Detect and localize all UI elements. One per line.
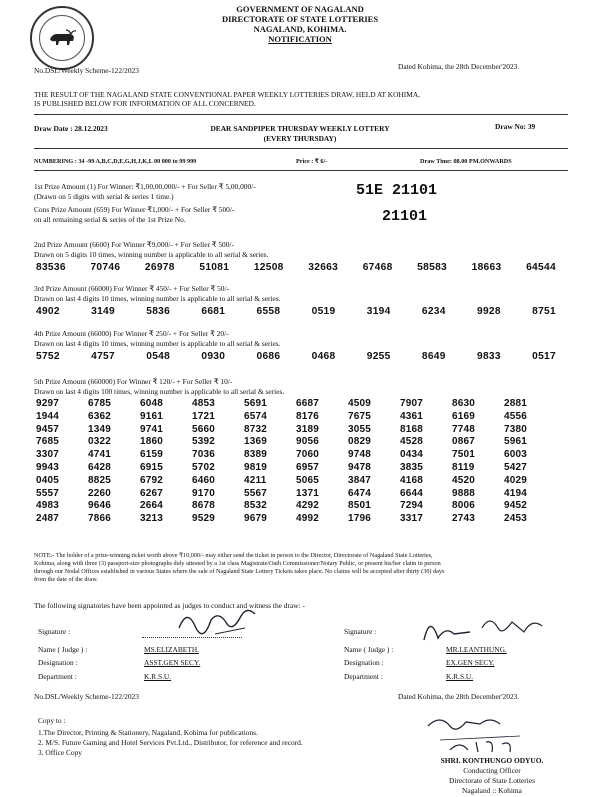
prize-number: 6362 (88, 410, 112, 422)
officer-title: Conducting Officer (463, 766, 521, 775)
first-prize-amount: 1st Prize Amount (1) For Winner: ₹1,00,00,000/- + For Seller ₹ 5,00,000/- (34, 182, 256, 191)
prize-number: 6003 (504, 449, 528, 461)
prize-number: 4029 (504, 474, 528, 486)
prize-number: 6644 (400, 487, 424, 499)
prize-number: 4556 (504, 410, 528, 422)
officer-name: SHRI. KONTHUNGO ODYUO. (440, 756, 544, 765)
prize-number: 4194 (504, 487, 528, 499)
judge1-designation: ASST.GEN SECY. (144, 658, 201, 667)
footer-dated-line: Dated Kohima, the 28th December'2023. (398, 692, 520, 701)
fourth-prize-desc: Drawn on last 4 digits 10 times, winning number is applicable to all serial & series. (34, 339, 281, 348)
prize-number: 58583 (417, 262, 448, 273)
prize-number: 0867 (452, 436, 476, 448)
prize-number: 3847 (348, 474, 372, 486)
first-prize-desc: (Drawn on 5 digits with serial & series 1 time.) (34, 192, 174, 201)
prize-number: 7685 (36, 436, 60, 448)
prize-number: 8501 (348, 500, 372, 512)
prize-number: 0405 (36, 474, 60, 486)
prize-number: 3055 (348, 423, 372, 435)
judge2-name: MR.LEANTHUNG. (446, 645, 507, 654)
prize-number: 32663 (308, 262, 339, 273)
prize-number: 9748 (348, 449, 372, 461)
prize-number: 9888 (452, 487, 476, 499)
divider (34, 114, 568, 115)
prize-number: 0686 (256, 351, 281, 362)
prize-number: 2664 (140, 500, 164, 512)
prize-number: 4361 (400, 410, 424, 422)
copy-item-2: 2. M/S. Future Gaming and Hotel Services Pvt.Ltd., Distributor, for reference and record. (38, 738, 303, 747)
fifth-prize-amount: 5th Prize Amount (660000) For Winner ₹ 120/- + For Seller ₹ 10/- (34, 377, 233, 386)
cons-prize-desc: on all remaining serial & series of the 1st Prize No. (34, 215, 186, 224)
prize-number: 0519 (311, 306, 336, 317)
prize-number: 1371 (296, 487, 320, 499)
prize-number: 5752 (36, 351, 60, 362)
prize-number: 26978 (144, 262, 175, 273)
prize-number: 2881 (504, 398, 528, 409)
prize-number: 6234 (421, 306, 446, 317)
prize-number: 6428 (88, 461, 112, 473)
officer-office: Directorate of State Lotteries (449, 776, 535, 785)
prize-number: 9819 (244, 461, 268, 473)
prize-number: 5702 (192, 461, 216, 473)
prize-number: 64544 (526, 262, 556, 273)
prize-number: 5691 (244, 398, 268, 409)
prize-number: 9056 (296, 436, 320, 448)
ticket-price: Price : ₹ 6/- (296, 158, 328, 165)
prize-number: 6785 (88, 398, 112, 409)
prize-number: 6267 (140, 487, 164, 499)
first-prize-number: 51E 21101 (356, 182, 438, 199)
officer-signature-icon (420, 712, 540, 756)
judge1-signature-label: Signature : (38, 627, 71, 636)
signatories-intro: The following signatories have been appointed as judges to conduct and witness the draw: - (34, 601, 305, 610)
judge2-signature-icon (420, 608, 550, 648)
prize-number: 9679 (244, 513, 268, 525)
prize-number: 9646 (88, 500, 112, 512)
judge2-signature-label: Signature : (344, 627, 377, 636)
prize-number: 6792 (140, 474, 164, 486)
fifth-prize-desc: Drawn on last 4 digits 100 times, winning number is applicable to all serial & series. (34, 387, 285, 396)
prize-number: 4168 (400, 474, 424, 486)
prize-number: 7907 (400, 398, 424, 409)
judge2-designation: EX.GEN SECY. (446, 658, 495, 667)
prize-number: 8678 (192, 500, 216, 512)
prize-number: 6048 (140, 398, 164, 409)
fourth-prize-amount: 4th Prize Amount (66000) For Winner ₹ 250/- + For Seller ₹ 20/- (34, 329, 229, 338)
prize-number: 4741 (88, 449, 112, 461)
prize-number: 6159 (140, 449, 164, 461)
prize-number: 4292 (296, 500, 320, 512)
prize-number: 7866 (88, 513, 112, 525)
prize-number: 9833 (477, 351, 501, 362)
header-govt: GOVERNMENT OF NAGALAND (236, 4, 364, 14)
prize-number: 18663 (471, 262, 502, 273)
prize-number: 0468 (311, 351, 336, 362)
prize-number: 12508 (253, 262, 284, 273)
note-line-1: NOTE:- The holder of a prize-winning ticket worth above ₹10,000/- may either send the ticket in person to the Director, Directorate of Nagaland State Lotteries, (34, 552, 433, 559)
prize-number: 2487 (36, 513, 60, 525)
prize-number: 4509 (348, 398, 372, 409)
prize-number: 8176 (296, 410, 320, 422)
intro-line-2: IS PUBLISHED BELOW FOR INFORMATION OF ALL CONCERNED. (34, 99, 256, 108)
copy-item-1: 1.The Director, Printing & Stationery, Nagaland, Kohima for publications. (38, 728, 258, 737)
prize-number: 0930 (201, 351, 226, 362)
prize-number: 6558 (256, 306, 281, 317)
prize-number: 3835 (400, 461, 424, 473)
draw-date: Draw Date : 28.12.2023 (34, 124, 108, 133)
judge1-designation-label: Designation : (38, 658, 78, 667)
prize-number: 3149 (91, 306, 115, 317)
prize-number: 5392 (192, 436, 216, 448)
prize-number: 8649 (421, 351, 446, 362)
prize-number: 8825 (88, 474, 112, 486)
prize-number: 2260 (88, 487, 112, 499)
prize-number: 7675 (348, 410, 372, 422)
prize-number: 8389 (244, 449, 268, 461)
prize-number: 2743 (452, 513, 476, 525)
prize-number: 70746 (90, 262, 121, 273)
prize-number: 6915 (140, 461, 164, 473)
cons-prize-number: 21101 (382, 208, 428, 225)
numbering-info: NUMBERING : 34 -99 A,B,C,D,E,G,H,J,K,L 00 000 to 99 999 (34, 158, 197, 165)
draw-number: Draw No: 39 (495, 122, 536, 131)
judge2-department-label: Department : (344, 672, 383, 681)
prize-number: 5065 (296, 474, 320, 486)
reference-number: No.DSL/Weekly Scheme-122/2023 (34, 66, 139, 75)
judge1-name-label: Name ( Judge ) : (38, 645, 88, 654)
prize-number: 2453 (504, 513, 528, 525)
prize-number: 6460 (192, 474, 216, 486)
note-line-4: from the date of the draw. (34, 576, 98, 583)
draw-time: Draw Time: 08.00 PM.ONWARDS (420, 158, 512, 165)
prize-number: 4211 (244, 474, 267, 486)
prize-number: 7380 (504, 423, 528, 435)
second-prize-numbers (36, 262, 556, 273)
fourth-prize-numbers (36, 351, 556, 362)
prize-number: 4528 (400, 436, 424, 448)
prize-number: 9161 (140, 410, 164, 422)
prize-number: 9478 (348, 461, 372, 473)
prize-number: 1796 (348, 513, 372, 525)
prize-number: 8119 (452, 461, 475, 473)
judge2-name-label: Name ( Judge ) : (344, 645, 394, 654)
prize-number: 6957 (296, 461, 320, 473)
prize-number: 4902 (36, 306, 60, 317)
copy-item-3: 3. Office Copy (38, 748, 82, 757)
prize-number: 9255 (366, 351, 391, 362)
divider (34, 148, 568, 149)
prize-number: 9741 (140, 423, 164, 435)
prize-number: 4992 (296, 513, 320, 525)
prize-number: 7060 (296, 449, 320, 461)
prize-number: 5427 (504, 461, 528, 473)
judge1-department-label: Department : (38, 672, 77, 681)
prize-number: 7294 (400, 500, 424, 512)
prize-number: 3213 (140, 513, 164, 525)
prize-number: 0517 (532, 351, 556, 362)
prize-number: 1349 (88, 423, 112, 435)
prize-number: 9943 (36, 461, 60, 473)
prize-number: 5660 (192, 423, 216, 435)
prize-number: 5836 (146, 306, 171, 317)
judge2-department: K.R.S.U. (446, 672, 474, 681)
prize-number: 8732 (244, 423, 268, 435)
intro-line-1: THE RESULT OF THE NAGALAND STATE CONVENTIONAL PAPER WEEKLY LOTTERIES DRAW, HELD AT KOHIMA, (34, 90, 421, 99)
header-directorate: DIRECTORATE OF STATE LOTTERIES (221, 14, 379, 24)
prize-number: 5961 (504, 436, 528, 448)
prize-number: 9457 (36, 423, 60, 435)
prize-number: 3317 (400, 513, 424, 525)
prize-number: 0829 (348, 436, 372, 448)
cons-prize-amount: Cons Prize Amount (659) For Winner ₹1,000/- + For Seller ₹ 500/- (34, 205, 235, 214)
prize-number: 3194 (366, 306, 391, 317)
judge2-designation-label: Designation : (344, 658, 384, 667)
prize-number: 4757 (91, 351, 115, 362)
note-line-3: through our Nodal Offices established in various States where the sale of Nagaland State Lottery Tickets takes place. No claims will be accepted after thirty (30) days (34, 568, 445, 575)
prize-number: 1944 (36, 410, 60, 422)
third-prize-amount: 3rd Prize Amount (66000) For Winner ₹ 450/- + For Seller ₹ 50/- (34, 284, 230, 293)
fifth-prize-numbers (36, 398, 556, 526)
prize-number: 0548 (146, 351, 171, 362)
third-prize-desc: Drawn on last 4 digits 10 times, winning number is applicable to all serial & series. (34, 294, 281, 303)
divider (34, 170, 568, 171)
prize-number: 8532 (244, 500, 268, 512)
judge1-name: MS.ELIZABETH. (144, 645, 200, 654)
lottery-name: DEAR SANDPIPER THURSDAY WEEKLY LOTTERY (210, 124, 390, 133)
prize-number: 6474 (348, 487, 372, 499)
prize-number: 5557 (36, 487, 60, 499)
prize-number: 0322 (88, 436, 112, 448)
prize-number: 7501 (452, 449, 476, 461)
prize-number: 5567 (244, 487, 268, 499)
prize-number: 8168 (400, 423, 424, 435)
prize-number: 83536 (36, 262, 66, 273)
prize-number: 9529 (192, 513, 216, 525)
header-place: NAGALAND, KOHIMA. (253, 24, 347, 34)
prize-number: 0434 (400, 449, 424, 461)
lottery-subtitle: (EVERY THURSDAY) (263, 134, 337, 143)
header-notification: NOTIFICATION (268, 34, 332, 44)
judge1-signature-icon (175, 598, 265, 640)
second-prize-desc: Drawn on 5 digits 10 times, winning number is applicable to all serial & series. (34, 250, 269, 259)
prize-number: 1860 (140, 436, 164, 448)
note-line-2: Kohima, along with three (3) passport-size photographs duly attested by a 1st class Magistrate/Oath Commissioner/Notary Public, or present his/her claim in person (34, 560, 441, 567)
prize-number: 6681 (201, 306, 226, 317)
copy-to-label: Copy to : (38, 716, 66, 725)
prize-number: 6169 (452, 410, 476, 422)
prize-number: 7036 (192, 449, 216, 461)
prize-number: 8751 (532, 306, 556, 317)
prize-number: 6687 (296, 398, 320, 409)
prize-number: 4983 (36, 500, 60, 512)
prize-number: 1721 (192, 410, 216, 422)
prize-number: 7748 (452, 423, 476, 435)
prize-number: 3307 (36, 449, 60, 461)
footer-reference-number: No.DSL/Weekly Scheme-122/2023 (34, 692, 139, 701)
prize-number: 1369 (244, 436, 268, 448)
prize-number: 8006 (452, 500, 476, 512)
judge1-department: K.R.S.U. (144, 672, 172, 681)
prize-number: 4853 (192, 398, 216, 409)
prize-number: 4520 (452, 474, 476, 486)
prize-number: 6574 (244, 410, 268, 422)
prize-number: 9297 (36, 398, 60, 409)
prize-number: 51081 (199, 262, 230, 273)
prize-number: 9170 (192, 487, 216, 499)
dated-line: Dated Kohima, the 28th December'2023. (398, 62, 520, 71)
officer-place: Nagaland :: Kohima (462, 786, 522, 795)
prize-number: 8630 (452, 398, 476, 409)
prize-number: 9928 (477, 306, 501, 317)
prize-number: 67468 (362, 262, 393, 273)
prize-number: 9452 (504, 500, 528, 512)
third-prize-numbers (36, 306, 556, 317)
second-prize-amount: 2nd Prize Amount (6600) For Winner ₹9,000/- + For Seller ₹ 500/- (34, 240, 234, 249)
prize-number: 3189 (296, 423, 320, 435)
